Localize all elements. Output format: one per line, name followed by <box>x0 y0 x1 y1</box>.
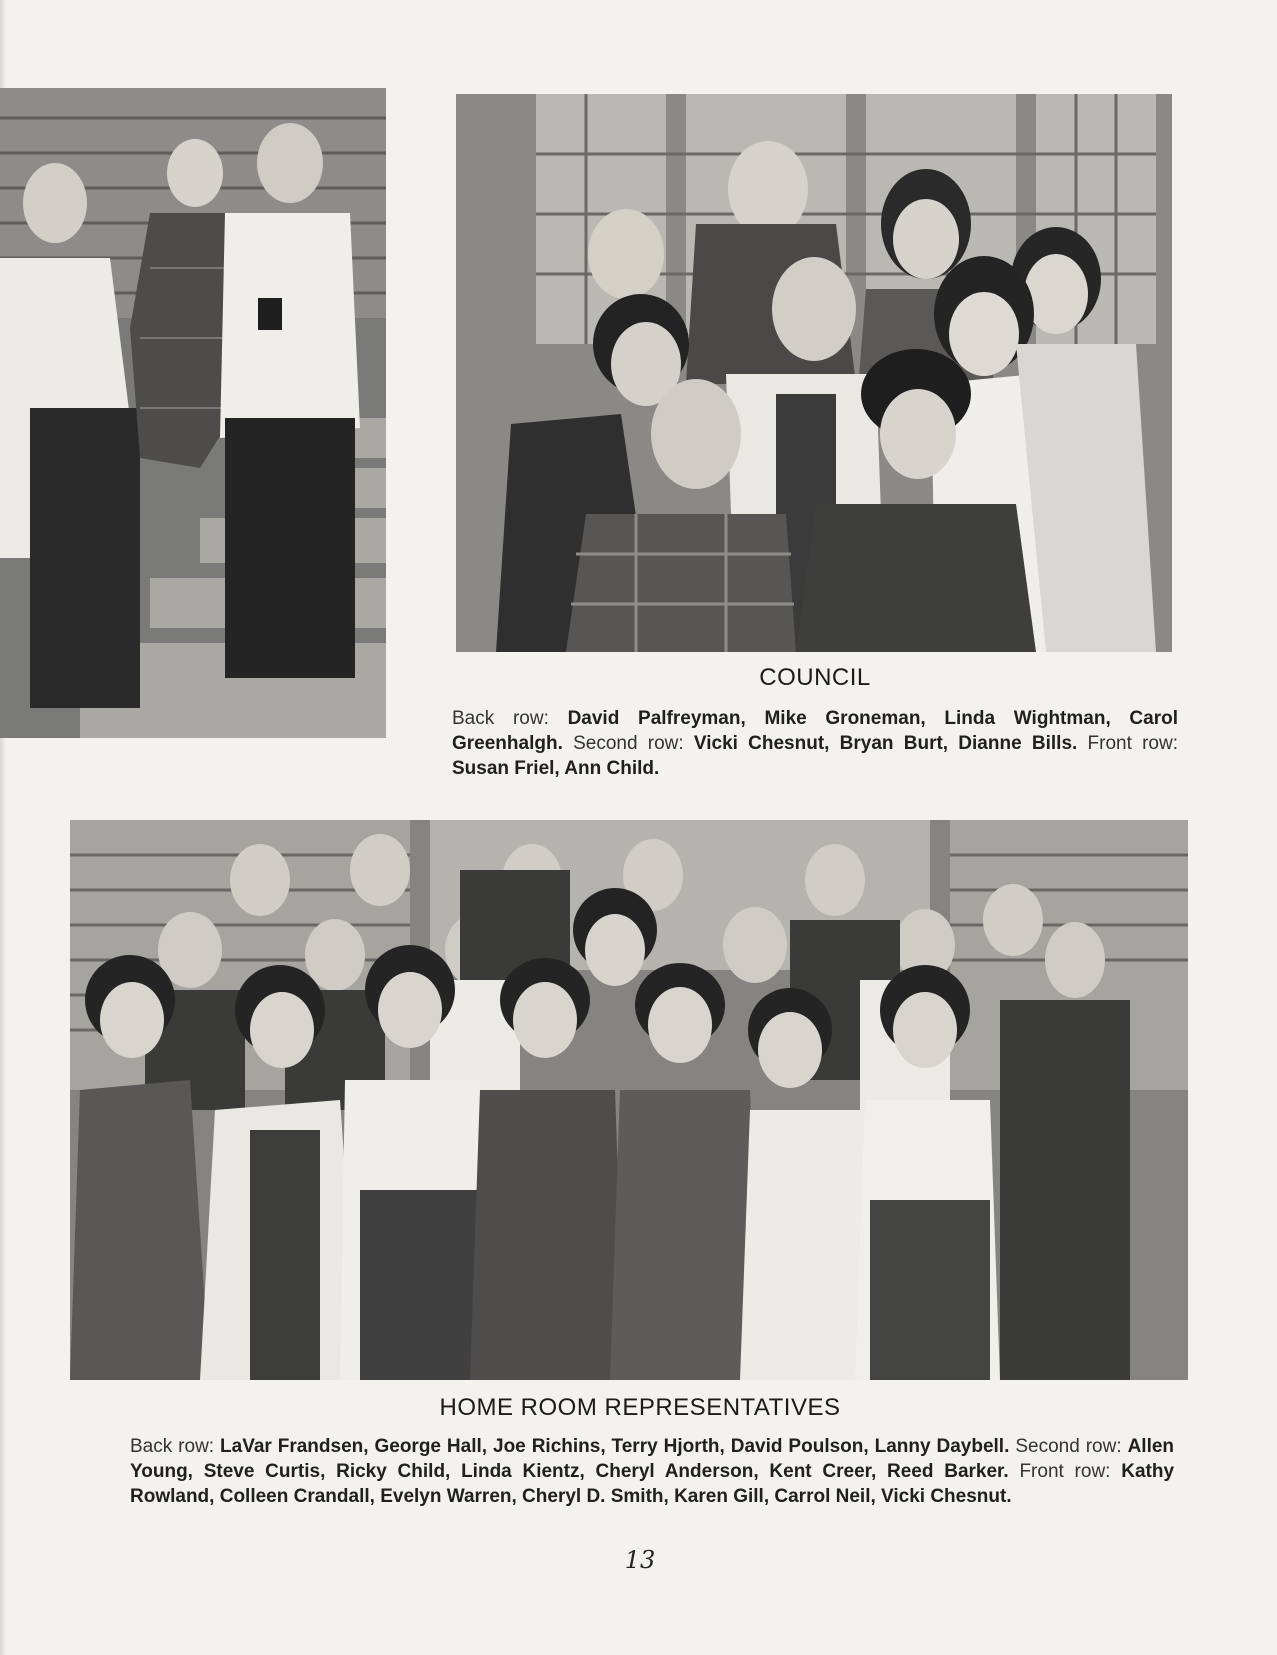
council-title: COUNCIL <box>759 664 871 691</box>
council-second-names: Vicki Chesnut, Bryan Burt, Dianne Bills. <box>693 733 1078 754</box>
homeroom-second-label: Second row: <box>1015 1436 1122 1457</box>
council-caption <box>452 706 1178 781</box>
homeroom-back-label: Back row: <box>130 1436 215 1457</box>
homeroom-photo <box>70 820 1188 1380</box>
officers-photo <box>0 88 386 738</box>
council-front-names: Susan Friel, Ann Child. <box>452 758 660 779</box>
homeroom-caption <box>130 1434 1174 1509</box>
council-second-label: Second row: <box>573 733 684 754</box>
council-front-label: Front row: <box>1087 733 1179 754</box>
council-back-label: Back row: <box>452 708 549 729</box>
council-back-names: David Palfreyman, Mike Groneman, Linda Wightman, Carol Greenhalgh. <box>452 708 1178 754</box>
council-photo <box>456 94 1172 652</box>
homeroom-title: HOME ROOM REPRESENTATIVES <box>439 1394 841 1421</box>
homeroom-front-label: Front row: <box>1019 1461 1111 1482</box>
homeroom-second-names: Allen Young, Steve Curtis, Ricky Child, Linda Kientz, Cheryl Anderson, Kent Creer, Reed Barker. <box>130 1436 1175 1482</box>
homeroom-front-names: Kathy Rowland, Colleen Crandall, Evelyn Warren, Cheryl D. Smith, Karen Gill, Carrol Neil, Vicki Chesnut. <box>130 1461 1175 1507</box>
page-number: 13 <box>624 1546 656 1574</box>
homeroom-back-names: LaVar Frandsen, George Hall, Joe Richins, Terry Hjorth, David Poulson, Lanny Daybell. <box>220 1436 1010 1457</box>
